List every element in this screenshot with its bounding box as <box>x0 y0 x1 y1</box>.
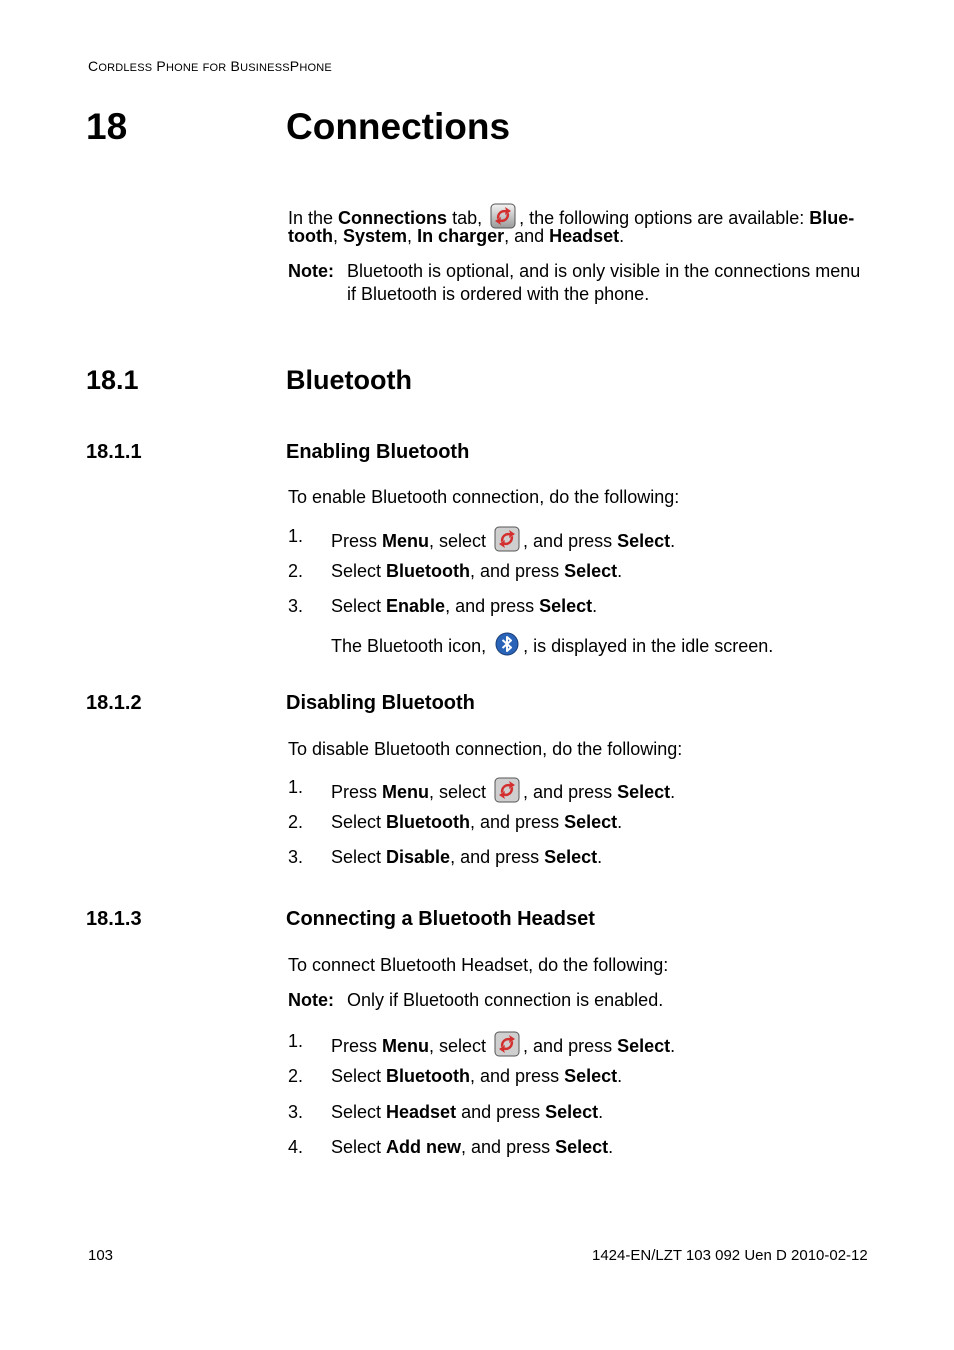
step-number: 4. <box>288 1137 304 1157</box>
step-number: 1. <box>288 1031 304 1051</box>
chapter-number: 18 <box>86 106 128 147</box>
chapter-title: Connections <box>286 106 511 147</box>
running-header: CORDLESS PHONE FOR BUSINESSPHONE <box>88 58 332 74</box>
step-text: Select Add new, and press Select. <box>331 1137 614 1157</box>
step-number: 2. <box>288 1066 304 1086</box>
subsection-number: 18.1.3 <box>86 908 142 930</box>
connections-icon <box>494 1031 520 1057</box>
subsection-number: 18.1.1 <box>86 441 142 463</box>
paragraph: To disable Bluetooth connection, do the following: <box>288 739 683 759</box>
step-number: 3. <box>288 1102 304 1122</box>
step-number: 2. <box>288 812 304 832</box>
subsection-title: Connecting a Bluetooth Headset <box>286 908 595 930</box>
step-text: Select Bluetooth, and press Select. <box>331 812 623 832</box>
connections-icon <box>494 777 520 803</box>
step-result: The Bluetooth icon, , is displayed in the idle screen. <box>331 631 773 657</box>
step-number: 3. <box>288 847 304 867</box>
bluetooth-icon <box>494 631 520 657</box>
step-text: Press Menu, select , and press Select. <box>331 1031 675 1057</box>
note-line-1: Bluetooth is optional, and is only visible in the connections menu <box>347 261 861 281</box>
step-text: Press Menu, select , and press Select. <box>331 526 675 552</box>
note-line-2: if Bluetooth is ordered with the phone. <box>347 284 650 304</box>
section-title: Bluetooth <box>286 365 412 395</box>
paragraph: To connect Bluetooth Headset, do the following: <box>288 955 669 975</box>
intro-line-2: tooth, System, In charger, and Headset. <box>288 226 625 246</box>
note-text: Only if Bluetooth connection is enabled. <box>347 990 664 1010</box>
note-label: Note: <box>288 990 334 1010</box>
paragraph: To enable Bluetooth connection, do the following: <box>288 487 680 507</box>
step-text: Select Disable, and press Select. <box>331 847 603 867</box>
step-number: 2. <box>288 561 304 581</box>
step-text: Press Menu, select , and press Select. <box>331 777 675 803</box>
step-text: Select Enable, and press Select. <box>331 596 598 616</box>
subsection-title: Disabling Bluetooth <box>286 692 475 714</box>
page-number: 103 <box>88 1247 114 1264</box>
step-text: Select Bluetooth, and press Select. <box>331 1066 623 1086</box>
step-text: Select Bluetooth, and press Select. <box>331 561 623 581</box>
intro-line-1: In the Connections tab, , the following options are available: Blue- <box>288 203 854 229</box>
step-number: 1. <box>288 777 304 797</box>
step-text: Select Headset and press Select. <box>331 1102 604 1122</box>
subsection-title: Enabling Bluetooth <box>286 441 470 463</box>
connections-icon <box>494 526 520 552</box>
step-number: 3. <box>288 596 304 616</box>
document-id: 1424-EN/LZT 103 092 Uen D 2010-02-12 <box>592 1247 868 1264</box>
step-number: 1. <box>288 526 304 546</box>
subsection-number: 18.1.2 <box>86 692 142 714</box>
section-number: 18.1 <box>86 365 139 395</box>
note-label: Note: <box>288 261 334 281</box>
